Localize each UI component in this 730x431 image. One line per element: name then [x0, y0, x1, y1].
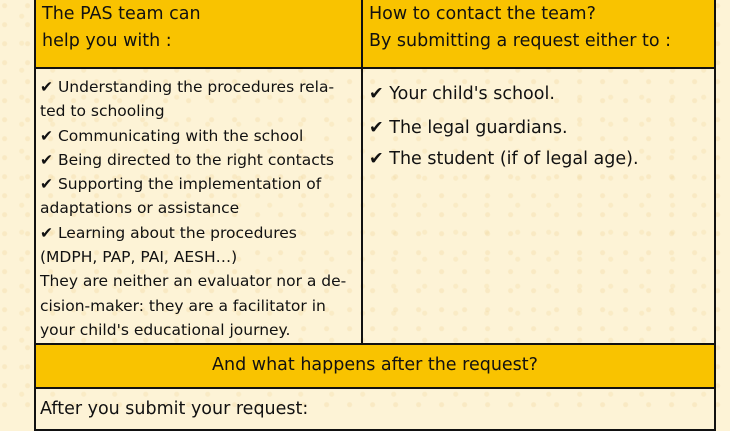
help-item-text: Being directed to the right contacts	[57, 150, 334, 169]
checkmark-icon: ✔	[40, 78, 53, 96]
help-item	[40, 75, 355, 124]
contact-item	[369, 79, 714, 110]
after-request-header-row	[36, 343, 714, 387]
checkmark-icon: ✔	[369, 149, 384, 169]
contact-header	[363, 0, 714, 67]
help-item-text-cont: ted to schooling	[40, 102, 165, 121]
contact-item	[369, 113, 714, 144]
table-body-row	[36, 67, 714, 343]
help-item	[40, 148, 355, 172]
contact-item-text: The student (if of legal age).	[389, 149, 639, 169]
help-item-text: Supporting the implementation of	[57, 175, 322, 194]
help-item-text-cont: adaptations or assistance	[40, 199, 240, 218]
team-help-header-line-1: The PAS team can	[42, 4, 201, 24]
after-request-header: And what happens after the request?	[36, 345, 714, 387]
help-item	[40, 221, 355, 270]
help-item-text: Understanding the procedures rela-	[57, 78, 335, 96]
checkmark-icon: ✔	[40, 126, 53, 145]
help-item-text: Learning about the procedures	[57, 223, 297, 242]
contact-item-text: The legal guardians.	[389, 118, 568, 138]
checkmark-icon: ✔	[40, 150, 53, 169]
facilitator-note	[40, 269, 355, 342]
checkmark-icon: ✔	[369, 84, 384, 104]
checkmark-icon: ✔	[369, 118, 384, 138]
after-request-body: After you submit your request:	[40, 399, 309, 419]
help-item-text-cont: (MDPH, PAP, PAI, AESH…)	[40, 248, 238, 267]
facilitator-line: They are neither an evaluator nor a de-	[40, 272, 347, 291]
help-item-text: Communicating with the school	[57, 126, 304, 145]
facilitator-line: your child's educational journey.	[40, 320, 291, 339]
contact-list	[363, 69, 714, 343]
checkmark-icon: ✔	[40, 175, 53, 194]
checkmark-icon: ✔	[40, 223, 53, 242]
team-help-header	[36, 0, 363, 67]
facilitator-line: cision-maker: they are a facilitator in	[40, 296, 326, 315]
contact-header-line-2: By submitting a request either to :	[369, 31, 672, 51]
contact-item-text: Your child's school.	[389, 84, 555, 104]
team-help-header-line-2: help you with :	[42, 31, 172, 51]
help-item	[40, 172, 355, 221]
contact-item	[369, 144, 714, 175]
table-header-row	[36, 0, 714, 67]
contact-header-line-1: How to contact the team?	[369, 4, 596, 24]
after-request-body-row	[36, 387, 714, 429]
help-list	[36, 69, 363, 343]
info-table	[34, 0, 716, 431]
help-item	[40, 124, 355, 148]
